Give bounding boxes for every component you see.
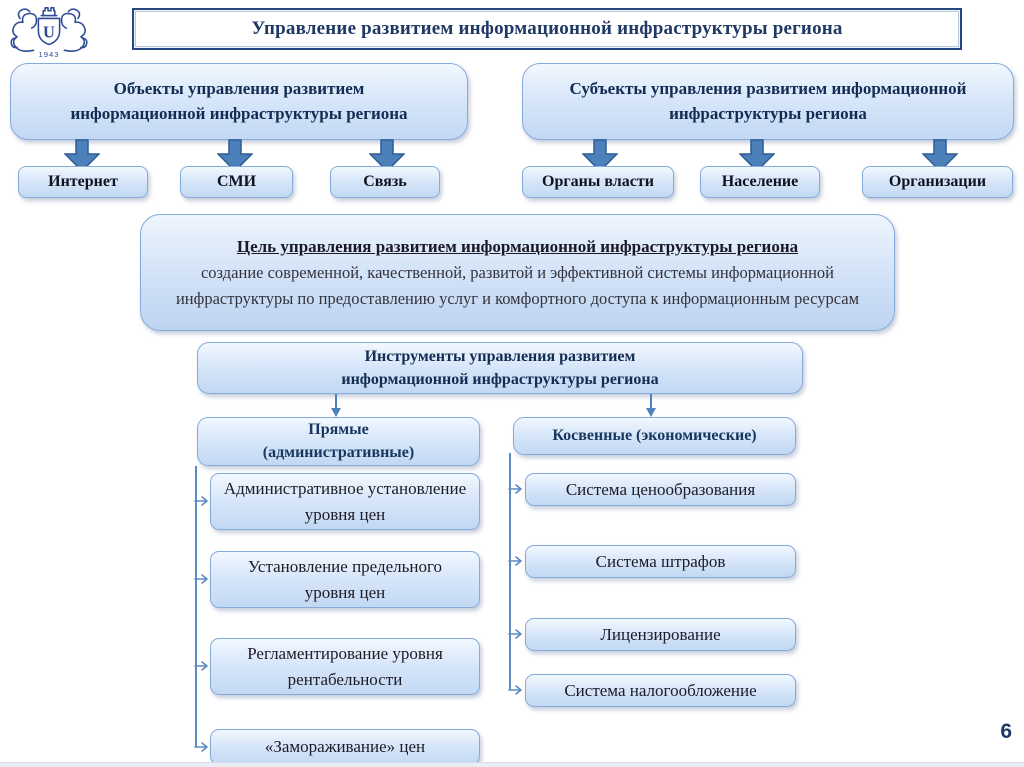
direct-item-3 — [210, 638, 480, 695]
subject-item-organizations — [862, 166, 1013, 198]
right-arrow-icon — [508, 628, 526, 640]
direct-item-label: Установление предельного уровня цен — [247, 557, 443, 602]
slide-bottom-strip — [0, 762, 1024, 767]
right-arrow-icon — [508, 684, 526, 696]
subject-item-label: Органы власти — [542, 173, 654, 190]
direct-item-label: «Замораживание» цен — [264, 737, 426, 757]
down-arrow-thin-icon — [643, 394, 659, 418]
objects-title-line1: Объекты управления развитием — [113, 78, 365, 98]
instruments-title-line2: информационной инфраструктуры региона — [341, 371, 659, 388]
objects-box — [10, 63, 468, 140]
right-arrow-icon — [508, 555, 526, 567]
object-item-internet — [18, 166, 148, 198]
indirect-item-label: Система штрафов — [595, 551, 726, 571]
object-item-svyaz — [330, 166, 440, 198]
right-arrow-icon — [508, 483, 526, 495]
object-item-label: Интернет — [48, 173, 118, 190]
direct-item-label: Административное установление уровня цен — [223, 479, 467, 524]
indirect-item-label: Система ценообразования — [565, 479, 756, 499]
goal-title: Цель управления развитием информационной инфраструктуры региона — [236, 236, 799, 256]
page-number: 6 — [1000, 720, 1012, 743]
object-item-smi — [180, 166, 293, 198]
indirect-title: Косвенные (экономические) — [552, 426, 757, 444]
subjects-title-line1: Субъекты управления развитием информационной — [569, 78, 967, 98]
indirect-item-3 — [525, 618, 796, 651]
logo-lion-left — [11, 9, 36, 51]
subjects-box — [522, 63, 1014, 140]
subjects-title-line2: инфраструктуры региона — [669, 103, 867, 123]
direct-connector-line — [195, 466, 197, 747]
direct-title-line2: (административные) — [262, 443, 415, 461]
down-arrow-thin-icon — [328, 394, 344, 418]
subject-item-population — [700, 166, 820, 198]
indirect-item-2 — [525, 545, 796, 578]
direct-title-line1: Прямые — [308, 421, 369, 439]
indirect-item-1 — [525, 473, 796, 506]
goal-box — [140, 214, 895, 331]
direct-instruments-header — [197, 417, 480, 466]
subject-item-label: Организации — [888, 173, 987, 190]
subject-item-label: Население — [721, 173, 799, 190]
direct-item-2 — [210, 551, 480, 608]
object-item-label: Связь — [363, 173, 407, 190]
indirect-item-label: Лицензирование — [600, 624, 721, 644]
direct-item-1 — [210, 473, 480, 530]
object-item-label: СМИ — [216, 173, 257, 190]
university-logo-icon — [8, 3, 90, 59]
instruments-box — [197, 342, 803, 394]
logo-castle-towers — [43, 8, 55, 16]
logo-letter: U — [43, 22, 55, 42]
indirect-item-label: Система налогообложение — [564, 680, 757, 700]
goal-body: создание современной, качественной, развитой и эффективной системы информационной инфраструктуры по предоставлению услуг и комфортного доступа к информационным ресурсам — [175, 263, 860, 308]
logo-lion-right — [62, 9, 87, 51]
direct-item-4 — [210, 729, 480, 765]
logo-year: 1943 — [38, 50, 60, 59]
direct-item-label: Регламентирование уровня рентабельности — [247, 644, 443, 689]
indirect-instruments-header — [513, 417, 796, 455]
slide-title — [132, 8, 962, 50]
instruments-title-line1: Инструменты управления развитием — [364, 347, 636, 365]
objects-title-line2: информационной инфраструктуры региона — [70, 103, 408, 123]
subject-item-authorities — [522, 166, 674, 198]
indirect-item-4 — [525, 674, 796, 707]
slide-title-text: Управление развитием информационной инфраструктуры региона — [251, 18, 843, 39]
